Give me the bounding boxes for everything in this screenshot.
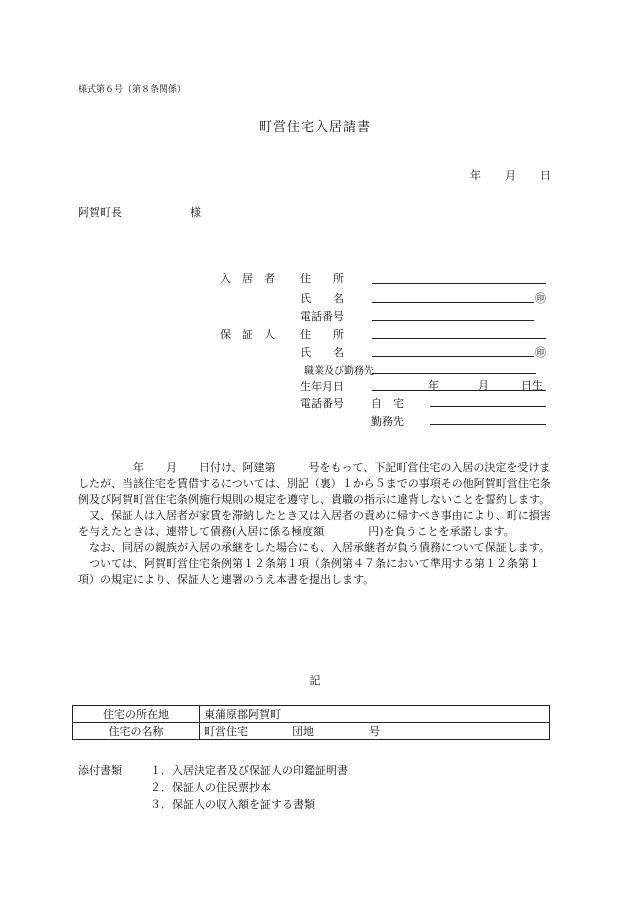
date-year-label: 年	[470, 169, 481, 182]
date-month-label: 月	[505, 169, 516, 182]
housing-name-label: 住宅の名称	[73, 723, 200, 740]
tenant-phone-label: 電話番号	[300, 310, 344, 323]
guarantor-phone-label: 電話番号	[300, 397, 344, 410]
location-label: 住宅の所在地	[73, 706, 200, 723]
pledge-paragraph: なお、同居の親族が入居の承継をした場合にも、入居承継者が負う債務について保証します。	[78, 541, 550, 554]
housing-info-table	[72, 705, 550, 740]
pledge-paragraph: ついては、阿賀町営住宅条例第１２条第１項（条例第４７条において準用する第１２条第１項）の規定により、保証人と連署のうえ本書を提出します。	[78, 557, 540, 586]
tenant-address-label: 住 所	[300, 272, 344, 285]
attachments-label: 添付書類	[78, 764, 122, 777]
pledge-paragraph: 又、保証人は入居者が家賃を滞納したとき又は入居者の責めに帰すべき事由により、町に損害を与えたときは、連帯して債務(入居に係る極度額 円)を負うことを承諾します。	[78, 509, 551, 538]
tenant-name-field[interactable]	[372, 302, 534, 303]
guarantor-phone-home-field[interactable]	[430, 406, 546, 407]
form-number: 様式第６号（第８条関係）	[78, 85, 187, 95]
guarantor-address-label: 住 所	[300, 328, 344, 341]
addressee-name: 阿賀町長	[78, 206, 122, 219]
tenant-name-label: 氏 名	[300, 292, 344, 305]
guarantor-birth-day: 日生	[521, 379, 543, 392]
addressee-honorific: 様	[190, 206, 201, 219]
tenant-address-field[interactable]	[372, 283, 546, 284]
guarantor-occupation-field[interactable]	[372, 373, 536, 374]
pledge-body	[78, 460, 556, 588]
location-value: 東蒲原郡阿賀町	[200, 706, 550, 723]
guarantor-birth-label: 生年月日	[300, 380, 344, 393]
guarantor-seal-mark: ㊞	[535, 346, 546, 359]
guarantor-birth-field[interactable]	[372, 390, 546, 391]
guarantor-phone-home-label: 自 宅	[371, 397, 404, 410]
ki-heading: 記	[309, 674, 321, 687]
guarantor-occupation-label: 職業及び勤務先	[304, 366, 374, 377]
guarantor-section-label: 保 証 人	[220, 328, 275, 341]
guarantor-birth-year: 年	[428, 379, 439, 392]
attachment-item: １．入居決定者及び保証人の印鑑証明書	[150, 764, 348, 777]
guarantor-name-label: 氏 名	[300, 346, 344, 359]
attachment-item: ２．保証人の住民票抄本	[150, 781, 271, 794]
guarantor-phone-work-field[interactable]	[430, 424, 546, 425]
guarantor-phone-work-label: 勤務先	[371, 415, 404, 428]
guarantor-name-field[interactable]	[372, 356, 534, 357]
pledge-paragraph: 年 月 日付け、阿建第 号をもって、下記町営住宅の入居の決定を受けましたが、当該住宅を賃借するについては、別記（裏）１から５までの事項その他阿賀町営住宅条例及び阿賀町営住宅条例施行規則の規定を遵守し、貴職の指示に違背しないことを誓約します。	[78, 461, 551, 506]
table-row	[73, 723, 550, 740]
tenant-seal-mark: ㊞	[535, 292, 546, 305]
attachment-item: ３．保証人の収入額を証する書類	[150, 798, 315, 811]
guarantor-birth-month: 月	[478, 379, 489, 392]
tenant-section-label: 入 居 者	[220, 272, 275, 285]
document-title: 町営住宅入居請書	[258, 120, 371, 135]
table-row	[73, 706, 550, 723]
guarantor-address-field[interactable]	[372, 338, 546, 339]
housing-name-value: 町営住宅 団地 号	[200, 723, 550, 740]
tenant-phone-field[interactable]	[372, 320, 534, 321]
date-day-label: 日	[540, 169, 551, 182]
